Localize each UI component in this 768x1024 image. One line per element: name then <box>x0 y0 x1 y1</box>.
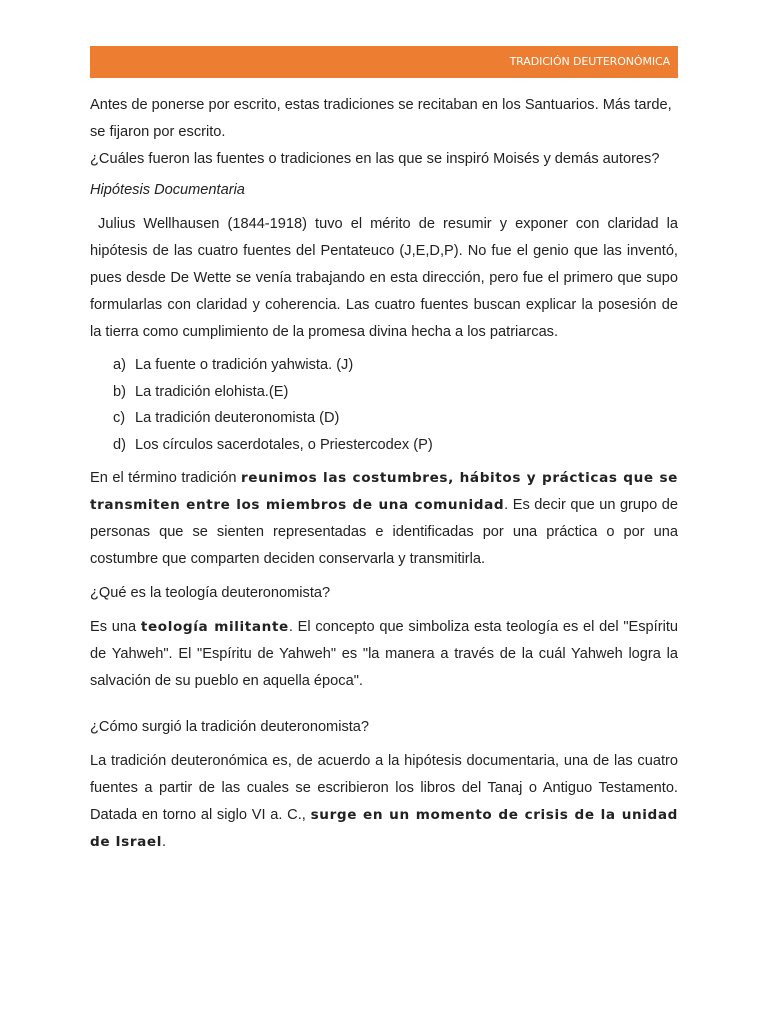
list-marker: c) <box>113 410 126 426</box>
theology-bold-text: teología militante <box>140 619 289 635</box>
intro-paragraph-1: Antes de ponerse por escrito, estas tradiciones se recitaban en los Santuarios. Más tarde, se fijaron por escrito. <box>90 97 672 140</box>
section-heading-hypothesis: Hipótesis Documentaria <box>90 182 245 198</box>
header-title: TRADICIÓN DEUTERONÓMICA <box>509 55 670 68</box>
origin-text-start: La tradición deuteronómica es, de acuerdo a la hipótesis documentaria, una de las cuatro fuentes a partir de las cuales se escribieron los libros del Tanaj o Antiguo Testamento. Datada en torno al siglo VI a. C., <box>90 753 678 823</box>
list-item-text: Los círculos sacerdotales, o Priestercodex (P) <box>135 436 433 453</box>
list-item <box>113 405 678 432</box>
list-item-text: La fuente o tradición yahwista. (J) <box>135 357 354 373</box>
theology-text-start: Es una <box>90 619 141 635</box>
question-theology: ¿Qué es la teología deuteronomista? <box>90 585 331 601</box>
list-marker: a) <box>113 357 126 373</box>
list-item <box>113 352 678 379</box>
origin-paragraph <box>90 748 678 856</box>
tradition-bold-text: reunimos las costumbres, hábitos y prácticas que se transmiten entre los miembros de una comunidad <box>90 470 678 513</box>
theology-paragraph <box>90 614 678 695</box>
origin-text-end: . <box>162 834 167 850</box>
list-marker: b) <box>113 383 126 400</box>
list-item <box>113 379 678 406</box>
list-item-text: La tradición deuteronomista (D) <box>135 410 340 426</box>
sources-list <box>90 352 678 458</box>
tradition-text-end: . Es decir que un grupo de personas que se sienten representadas e identificadas por una práctica o por una costumbre que comparten deciden conservarla y transmitirla. <box>90 497 678 567</box>
list-marker: d) <box>113 436 126 453</box>
question-origin: ¿Cómo surgió la tradición deuteronomista? <box>90 719 370 735</box>
tradition-paragraph <box>90 465 678 573</box>
theology-text-end: . El concepto que simboliza esta teología es el del "Espíritu de Yahweh". El "Espíritu de Yahweh" es "la manera a través de la cuál Yahweh logra la salvación de su pueblo en aquella época". <box>90 619 678 689</box>
header-bar <box>90 46 678 78</box>
document-body <box>90 92 678 856</box>
origin-bold-text: surge en un momento de crisis de la unidad de Israel <box>90 807 678 850</box>
tradition-text-start: En el término tradición <box>90 470 241 486</box>
list-item-text: La tradición elohista.(E) <box>135 383 289 400</box>
intro-paragraph-2: ¿Cuáles fueron las fuentes o tradiciones en las que se inspiró Moisés y demás autores? <box>90 151 660 167</box>
wellhausen-paragraph: Julius Wellhausen (1844-1918) tuvo el mérito de resumir y exponer con claridad la hipótesis de las cuatro fuentes del Pentateuco (J,E,D,P). No fue el genio que las inventó, pues desde De Wette se venía trabajando en esta dirección, pero fue el primero que supo formularlas con claridad y coherencia. Las cuatro fuentes buscan explicar la posesión de la tierra como cumplimiento de la promesa divina hecha a los patriarcas. <box>90 216 678 340</box>
list-item <box>113 432 678 459</box>
